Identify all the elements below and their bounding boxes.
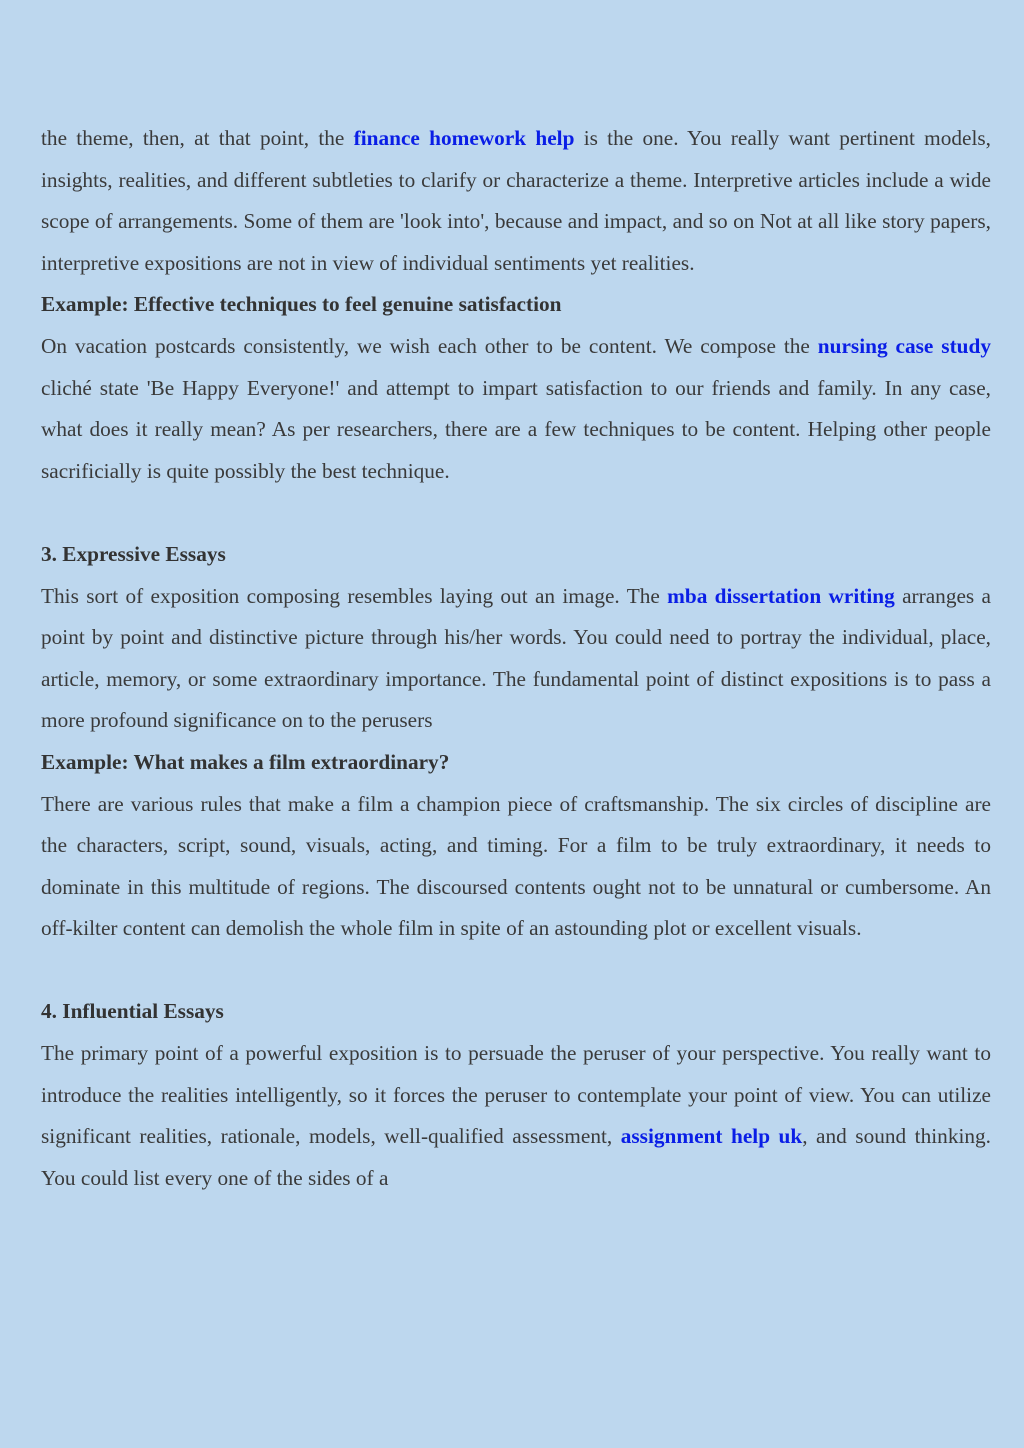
mba-dissertation-writing-link[interactable]: mba dissertation writing xyxy=(667,583,895,608)
expressive-paragraph xyxy=(41,576,991,742)
document-page xyxy=(41,118,991,1199)
intro-text-end: is the one. You really want pertinent models, insights, realities, and different subtleties to clarify or characterize a theme. Interpretive articles include a wide scope of arrangements. Some of them are 'look into', because and impact, and so on Not at all like story papers, interpretive expositions are not in view of individual sentiments yet realities. xyxy=(41,126,991,275)
assignment-help-uk-link[interactable]: assignment help uk xyxy=(620,1124,803,1149)
section-heading-influential: 4. Influential Essays xyxy=(41,999,224,1024)
influential-text-end: , and sound thinking. You could list every one of the sides of a xyxy=(41,1124,992,1190)
nursing-case-study-link[interactable]: nursing case study xyxy=(817,333,992,358)
example-heading-satisfaction: Example: Effective techniques to feel genuine satisfaction xyxy=(41,292,562,317)
section-spacer xyxy=(41,950,991,992)
example-heading-film: Example: What makes a film extraordinary? xyxy=(41,749,450,774)
film-paragraph: There are various rules that make a film a champion piece of craftsmanship. The six circles of discipline are the characters, script, sound, visuals, acting, and timing. For a film to be truly extraordinary, it needs to dominate in this multitude of regions. The discoursed contents ought not to be unnatural or cumbersome. An off-kilter content can demolish the whole film in spite of an astounding plot or excellent visuals. xyxy=(41,791,991,941)
influential-paragraph xyxy=(41,1033,991,1199)
satisfaction-paragraph xyxy=(41,326,991,492)
finance-homework-help-link[interactable]: finance homework help xyxy=(353,126,575,150)
satisfaction-text-end: cliché state 'Be Happy Everyone!' and attempt to impart satisfaction to our friends and family. In any case, what does it really mean? As per researchers, there are a few techniques to be content. Helping other people sacrificially is quite possibly the best technique. xyxy=(41,375,991,483)
intro-paragraph xyxy=(41,118,991,284)
section-heading-expressive: 3. Expressive Essays xyxy=(41,541,226,566)
expressive-text-start: This sort of exposition composing resembles laying out an image. The xyxy=(41,583,668,608)
section-spacer xyxy=(41,492,991,534)
influential-text-start: The primary point of a powerful exposition is to persuade the peruser of your perspective. You really want to introduce the realities intelligently, so it forces the peruser to contemplate your point of view. You can utilize significant realities, rationale, models, well-qualified assessment, xyxy=(41,1041,991,1149)
intro-text-start: the theme, then, at that point, the xyxy=(41,126,354,150)
expressive-text-end: arranges a point by point and distinctive picture through his/her words. You could need to portray the individual, place, article, memory, or some extraordinary importance. The fundamental point of distinct expositions is to pass a more profound significance on to the perusers xyxy=(41,583,991,733)
satisfaction-text-start: On vacation postcards consistently, we wish each other to be content. We compose the xyxy=(41,333,818,358)
